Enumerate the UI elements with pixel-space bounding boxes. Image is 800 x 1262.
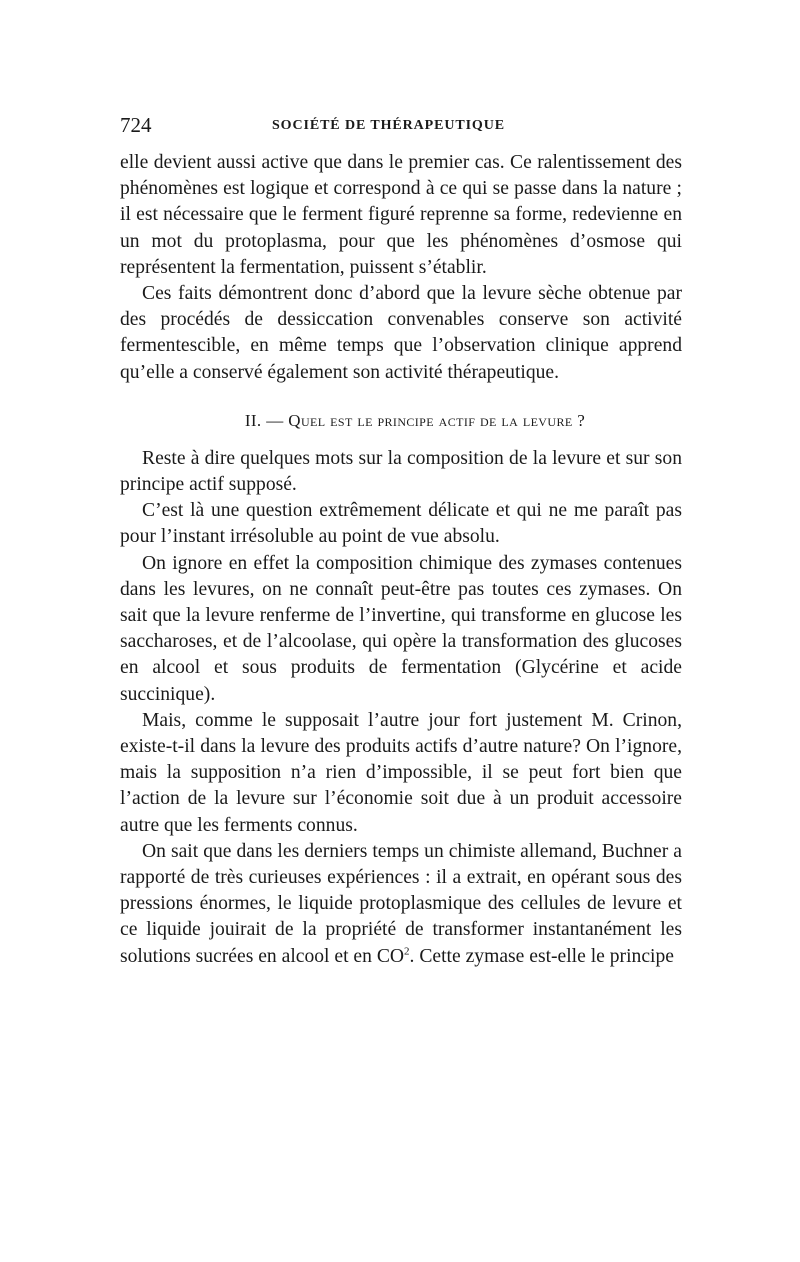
superscript: 2: [404, 945, 410, 958]
page-number: 724: [120, 113, 152, 137]
running-title: SOCIÉTÉ DE THÉRAPEUTIQUE: [272, 118, 505, 133]
paragraph: [120, 839, 682, 970]
paragraph: Ces faits démontrent donc d’abord que la levure sèche obtenue par des procédés de dessiccation convenables conserve son activité fermentescible, en même temps que l’observation clinique apprend qu’elle a conservé également son activité thérapeutique.: [120, 283, 682, 383]
paragraph-text: On sait que dans les derniers temps un chimiste allemand, Buchner a rapporté de très curieuses expériences : il a extrait, en opérant sous des pressions énormes, le liquide protoplasmique des cellules de levure et ce liquide jouirait de la propriété de transformer instantanément les solutions sucrées en alcool et en CO: [120, 840, 682, 967]
paragraph-text-end: . Cette zymase est-elle le principe: [409, 945, 674, 967]
section-heading: [120, 410, 682, 432]
paragraph: Reste à dire quelques mots sur la composition de la levure et sur son principe actif supposé.: [120, 447, 682, 496]
body-text: [120, 150, 682, 970]
paragraph: On ignore en effet la composition chimique des zymases contenues dans les levures, on ne connaît peut-être pas toutes ces zymases. On sait que la levure renferme de l’invertine, qui transforme en glucose les saccharoses, et de l’alcoolase, qui opère la transformation des glucoses en alcool et sous produits de fermentation (Glycérine et acide succinique).: [120, 552, 682, 705]
section-title: Quel est le principe actif de la levure ?: [288, 410, 586, 430]
page-header: [120, 113, 682, 137]
paragraph-continuation: elle devient aussi active que dans le premier cas. Ce ralentissement des phénomènes est logique et correspond à ce qui se passe dans la nature ; il est nécessaire que le ferment figuré reprenne sa forme, redevienne en un mot du protoplasma, pour que les phénomènes d’osmose qui représentent la fermentation, puissent s’établir.: [120, 152, 682, 278]
paragraph: Mais, comme le supposait l’autre jour fort justement M. Crinon, existe-t-il dans la levure des produits actifs d’autre nature? On l’ignore, mais la supposition n’a rien d’impossible, il se peut fort bien que l’action de la levure sur l’économie soit due à un produit accessoire autre que les ferments connus.: [120, 709, 682, 836]
paragraph: C’est là une question extrêmement délicate et qui ne me paraît pas pour l’instant irrésoluble au point de vue absolu.: [120, 500, 682, 548]
section-number: II. —: [244, 410, 284, 430]
